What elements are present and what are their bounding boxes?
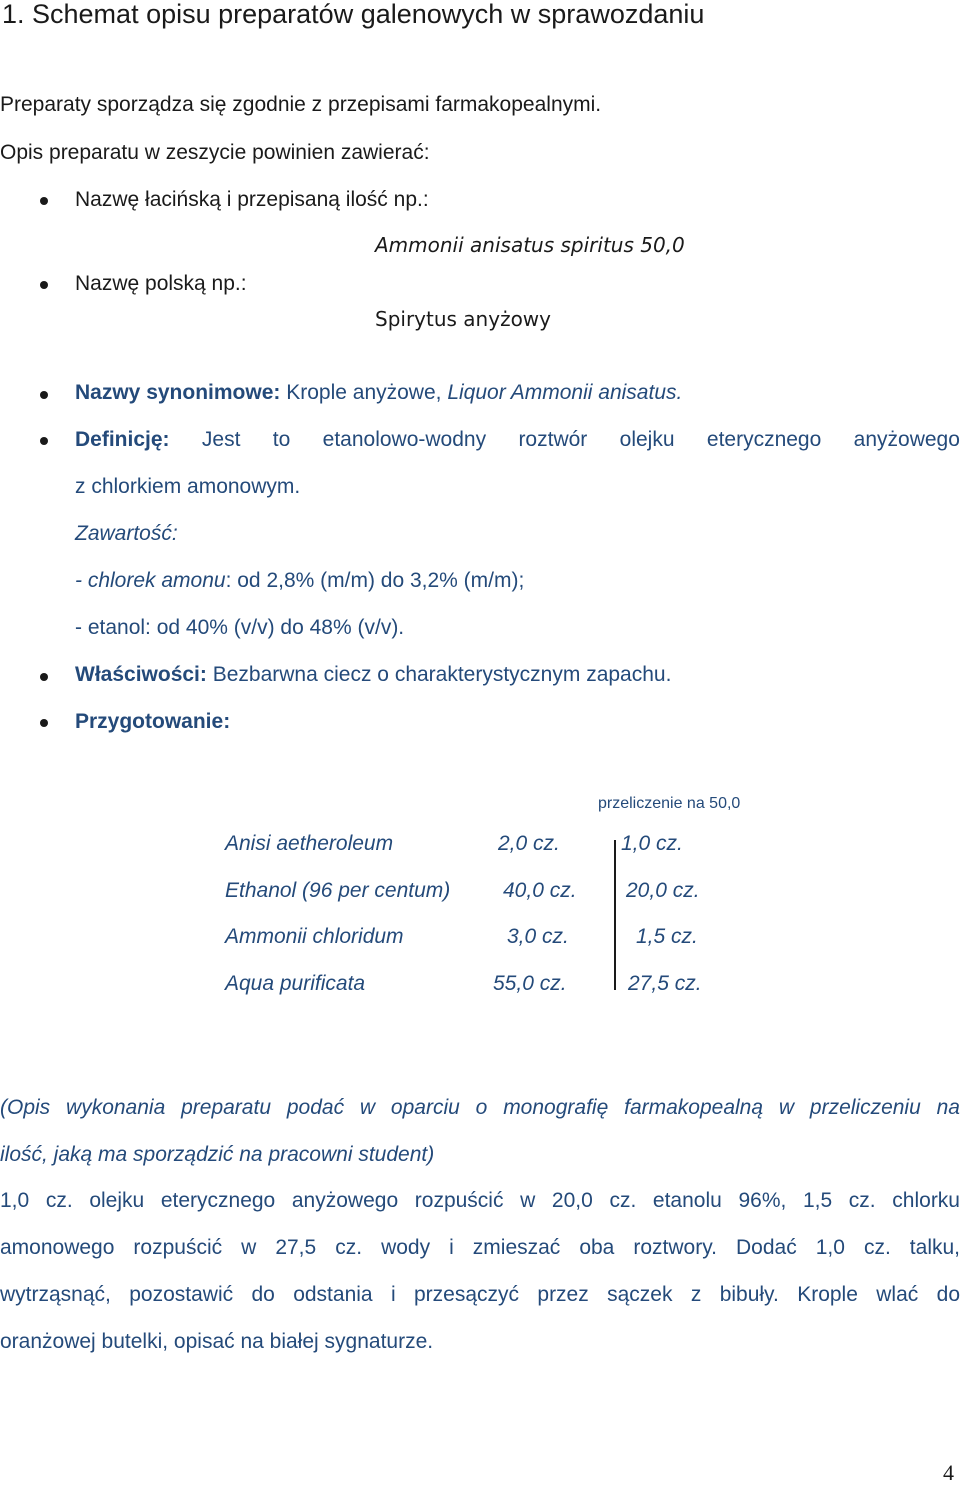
intro-line-2: Opis preparatu w zeszycie powinien zawierać:: [0, 141, 430, 164]
ingredient-conv: 27,5 cz.: [628, 972, 702, 995]
ingredient-conv: 1,0 cz.: [621, 832, 683, 855]
content-chlorek: - chlorek amonu: [75, 569, 226, 592]
definition-line-2: z chlorkiem amonowym.: [75, 475, 301, 498]
synonyms-line: [75, 380, 682, 406]
definition-word: Jest: [201, 428, 241, 451]
definition-word: eterycznego: [706, 428, 822, 451]
procedure-line-4: oranżowej butelki, opisać na białej sygnaturze.: [0, 1330, 434, 1353]
procedure-line-1: 1,0 cz. olejku eterycznego anyżowego rozpuścić w 20,0 cz. etanolu 96%, 1,5 cz. chlorku: [0, 1189, 960, 1212]
synonyms-text: Krople anyżowe,: [280, 381, 448, 404]
synonyms-italic: Liquor Ammonii anisatus.: [447, 381, 683, 404]
definition-line-1: [75, 427, 960, 453]
synonyms-label: Nazwy synonimowe:: [75, 381, 281, 404]
bullet-icon: [40, 197, 48, 205]
table-divider: [614, 840, 616, 990]
latin-name-label: Nazwę łacińską i przepisaną ilość np.:: [75, 188, 429, 211]
ingredient-qty: 40,0 cz.: [503, 879, 577, 902]
content-line-1: [75, 568, 524, 594]
latin-name-example: Ammonii anisatus spiritus 50,0: [375, 233, 685, 257]
procedure-line-2: amonowego rozpuścić w 27,5 cz. wody i zmieszać oba roztwory. Dodać 1,0 cz. talku,: [0, 1236, 960, 1259]
properties-text: Bezbarwna ciecz o charakterystycznym zapachu.: [206, 663, 672, 686]
polish-name-label: Nazwę polską np.:: [75, 272, 247, 295]
ingredient-qty: 2,0 cz.: [498, 832, 560, 855]
definition-word: to: [272, 428, 291, 451]
page-title: 1. Schemat opisu preparatów galenowych w sprawozdaniu: [2, 0, 705, 29]
ingredient-name: Ethanol (96 per centum): [225, 879, 451, 902]
bullet-icon: [40, 673, 48, 681]
conversion-header: przeliczenie na 50,0: [598, 795, 741, 812]
intro-line-1: Preparaty sporządza się zgodnie z przepisami farmakopealnymi.: [0, 93, 602, 116]
definition-word: etanolowo-wodny: [322, 428, 487, 451]
content-label: Zawartość:: [75, 522, 178, 545]
bullet-icon: [40, 437, 48, 445]
ingredient-qty: 3,0 cz.: [507, 925, 569, 948]
note-line-1: (Opis wykonania preparatu podać w oparciu o monografię farmakopealną w przeliczeniu na: [0, 1096, 960, 1119]
content-chlorek-range: : od 2,8% (m/m) do 3,2% (m/m);: [225, 569, 525, 592]
definition-word: anyżowego: [853, 428, 960, 451]
polish-name-example: Spirytus anyżowy: [375, 307, 551, 331]
definition-label: Definicję:: [75, 428, 170, 451]
preparation-label: Przygotowanie:: [75, 710, 231, 733]
ingredient-conv: 20,0 cz.: [626, 879, 700, 902]
ingredient-name: Ammonii chloridum: [225, 925, 404, 948]
ingredient-name: Aqua purificata: [225, 972, 366, 995]
bullet-icon: [40, 391, 48, 399]
ingredient-qty: 55,0 cz.: [493, 972, 567, 995]
page-number: 4: [943, 1460, 954, 1485]
bullet-icon: [40, 719, 48, 727]
content-line-2: - etanol: od 40% (v/v) do 48% (v/v).: [75, 616, 405, 639]
ingredient-name: Anisi aetheroleum: [225, 832, 394, 855]
properties-label: Właściwości:: [75, 663, 207, 686]
properties-line: [75, 662, 671, 688]
definition-word: roztwór: [518, 428, 588, 451]
bullet-icon: [40, 281, 48, 289]
note-line-2: ilość, jaką ma sporządzić na pracowni student): [0, 1143, 435, 1166]
ingredient-conv: 1,5 cz.: [636, 925, 698, 948]
procedure-line-3: wytrząsnąć, pozostawić do odstania i przesączyć przez sączek z bibuły. Krople wlać do: [0, 1283, 960, 1306]
definition-word: olejku: [619, 428, 675, 451]
